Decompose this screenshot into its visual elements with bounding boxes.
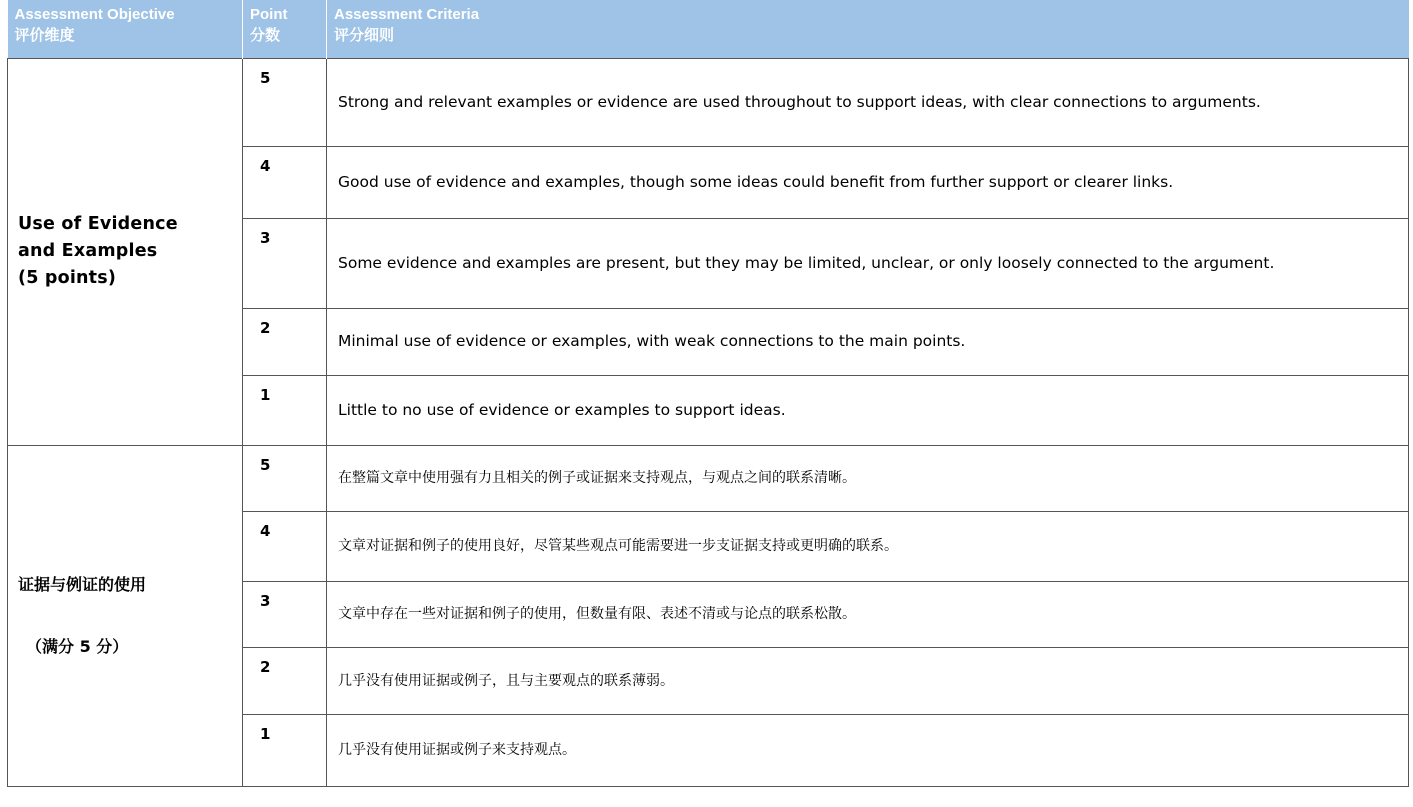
table-row <box>8 58 1409 146</box>
criteria-cell: Some evidence and examples are present, but they may be limited, unclear, or only loosely connected to the argument. <box>327 218 1409 308</box>
criteria-cell: Strong and relevant examples or evidence are used throughout to support ideas, with clear connections to arguments. <box>327 58 1409 146</box>
criteria-cell: 几乎没有使用证据或例子来支持观点。 <box>327 714 1409 786</box>
table-row <box>8 445 1409 511</box>
criteria-cell: 文章对证据和例子的使用良好，尽管某些观点可能需要进一步支证据支持或更明确的联系。 <box>327 511 1409 581</box>
point-cell: 3 <box>243 218 327 308</box>
point-cell: 4 <box>243 146 327 218</box>
objective-en-line: and Examples <box>18 241 158 261</box>
point-cell: 2 <box>243 308 327 375</box>
point-cell: 5 <box>243 58 327 146</box>
header-criteria-zh: 评分细则 <box>334 27 395 44</box>
criteria-cell: 在整篇文章中使用强有力且相关的例子或证据来支持观点，与观点之间的联系清晰。 <box>327 445 1409 511</box>
objective-en-line: (5 points) <box>18 268 117 288</box>
objective-en-line: Use of Evidence <box>18 214 178 234</box>
objective-zh-points: （满分 5 分） <box>26 636 129 656</box>
criteria-cell: 文章中存在一些对证据和例子的使用，但数量有限、表述不清或与论点的联系松散。 <box>327 581 1409 647</box>
criteria-cell: 几乎没有使用证据或例子，且与主要观点的联系薄弱。 <box>327 647 1409 714</box>
point-cell: 1 <box>243 375 327 445</box>
point-cell: 3 <box>243 581 327 647</box>
objective-cell-zh <box>8 445 243 786</box>
objective-cell-en <box>8 58 243 445</box>
header-point-en: Point <box>250 6 288 23</box>
criteria-cell: Good use of evidence and examples, though some ideas could benefit from further support or clearer links. <box>327 146 1409 218</box>
header-row <box>8 0 1409 58</box>
header-point-zh: 分数 <box>250 27 281 44</box>
criteria-cell: Minimal use of evidence or examples, with weak connections to the main points. <box>327 308 1409 375</box>
header-objective <box>8 0 243 58</box>
header-criteria <box>327 0 1409 58</box>
header-objective-en: Assessment Objective <box>14 6 175 23</box>
point-cell: 1 <box>243 714 327 786</box>
objective-zh-title: 证据与例证的使用 <box>18 574 147 594</box>
point-cell: 5 <box>243 445 327 511</box>
header-objective-zh: 评价维度 <box>14 27 75 44</box>
criteria-cell: Little to no use of evidence or examples to support ideas. <box>327 375 1409 445</box>
assessment-rubric-table <box>7 0 1409 787</box>
point-cell: 2 <box>243 647 327 714</box>
point-cell: 4 <box>243 511 327 581</box>
header-criteria-en: Assessment Criteria <box>334 6 480 23</box>
header-point <box>243 0 327 58</box>
